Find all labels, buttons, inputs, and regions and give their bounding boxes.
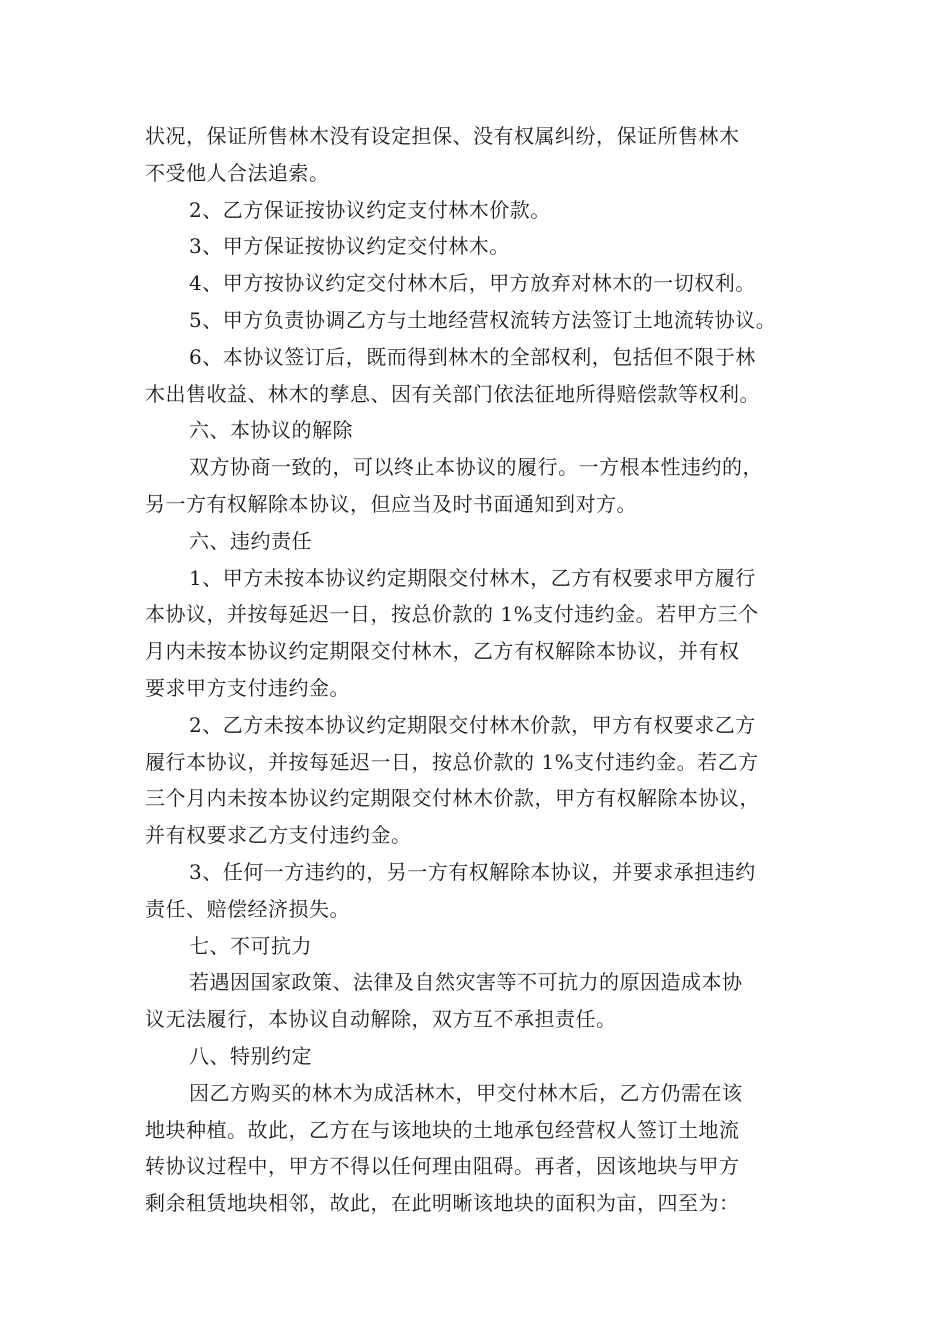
text-line: 1、甲方未按本协议约定期限交付林木，乙方有权要求甲方履行	[189, 565, 756, 590]
text-line: 地块种植。故此，乙方在与该地块的土地承包经营权人签订土地流	[145, 1117, 740, 1142]
section-heading: 八、特别约定	[189, 1043, 312, 1068]
text-line: 三个月内未按本协议约定期限交付林木价款，甲方有权解除本协议，	[145, 786, 760, 811]
text-line: 状况，保证所售林木没有设定担保、没有权属纠纷，保证所售林木	[145, 124, 740, 148]
section-heading: 六、本协议的解除	[189, 418, 353, 443]
text-line: 2、乙方未按本协议约定期限交付林木价款，甲方有权要求乙方	[189, 712, 756, 737]
text-line: 双方协商一致的，可以终止本协议的履行。一方根本性违约的，	[189, 455, 763, 480]
text-line: 责任、赔偿经济损失。	[145, 896, 350, 921]
text-line: 2、乙方保证按协议约定支付林木价款。	[189, 197, 551, 222]
text-line: 4、甲方按协议约定交付林木后，甲方放弃对林木的一切权利。	[189, 271, 756, 296]
document-page	[145, 118, 810, 1222]
text-line: 并有权要求乙方支付违约金。	[145, 823, 412, 848]
text-line: 要求甲方支付违约金。	[145, 675, 350, 700]
section-heading: 七、不可抗力	[189, 933, 312, 958]
text-line: 因乙方购买的林木为成活林木，甲交付林木后，乙方仍需在该	[189, 1080, 743, 1105]
text-line: 木出售收益、林木的孳息、因有关部门依法征地所得赔偿款等权利。	[145, 381, 760, 406]
text-line: 不受他人合法追索。	[145, 160, 330, 185]
text-line: 若遇因国家政策、法律及自然灾害等不可抗力的原因造成本协	[189, 970, 743, 995]
section-heading: 六、违约责任	[189, 528, 312, 553]
text-line: 议无法履行，本协议自动解除，双方互不承担责任。	[145, 1007, 617, 1032]
text-line: 剩余租赁地块相邻，故此，在此明晰该地块的面积为亩，四至为：	[145, 1191, 740, 1216]
text-line: 转协议过程中，甲方不得以任何理由阻碍。再者，因该地块与甲方	[145, 1154, 740, 1179]
text-line: 3、甲方保证按协议约定交付林木。	[189, 234, 510, 259]
text-line: 另一方有权解除本协议，但应当及时书面通知到对方。	[145, 491, 637, 516]
text-line: 5、甲方负责协调乙方与土地经营权流转方法签订土地流转协议。	[189, 307, 777, 332]
text-line: 月内未按本协议约定期限交付林木，乙方有权解除本协议，并有权	[145, 639, 740, 664]
text-line: 本协议，并按每延迟一日，按总价款的 1%支付违约金。若甲方三个	[145, 602, 759, 627]
text-line: 3、任何一方违约的，另一方有权解除本协议，并要求承担违约	[189, 859, 756, 884]
text-line: 6、本协议签订后，既而得到林木的全部权利，包括但不限于林	[189, 344, 756, 369]
text-line: 履行本协议，并按每延迟一日，按总价款的 1%支付违约金。若乙方	[145, 749, 759, 774]
